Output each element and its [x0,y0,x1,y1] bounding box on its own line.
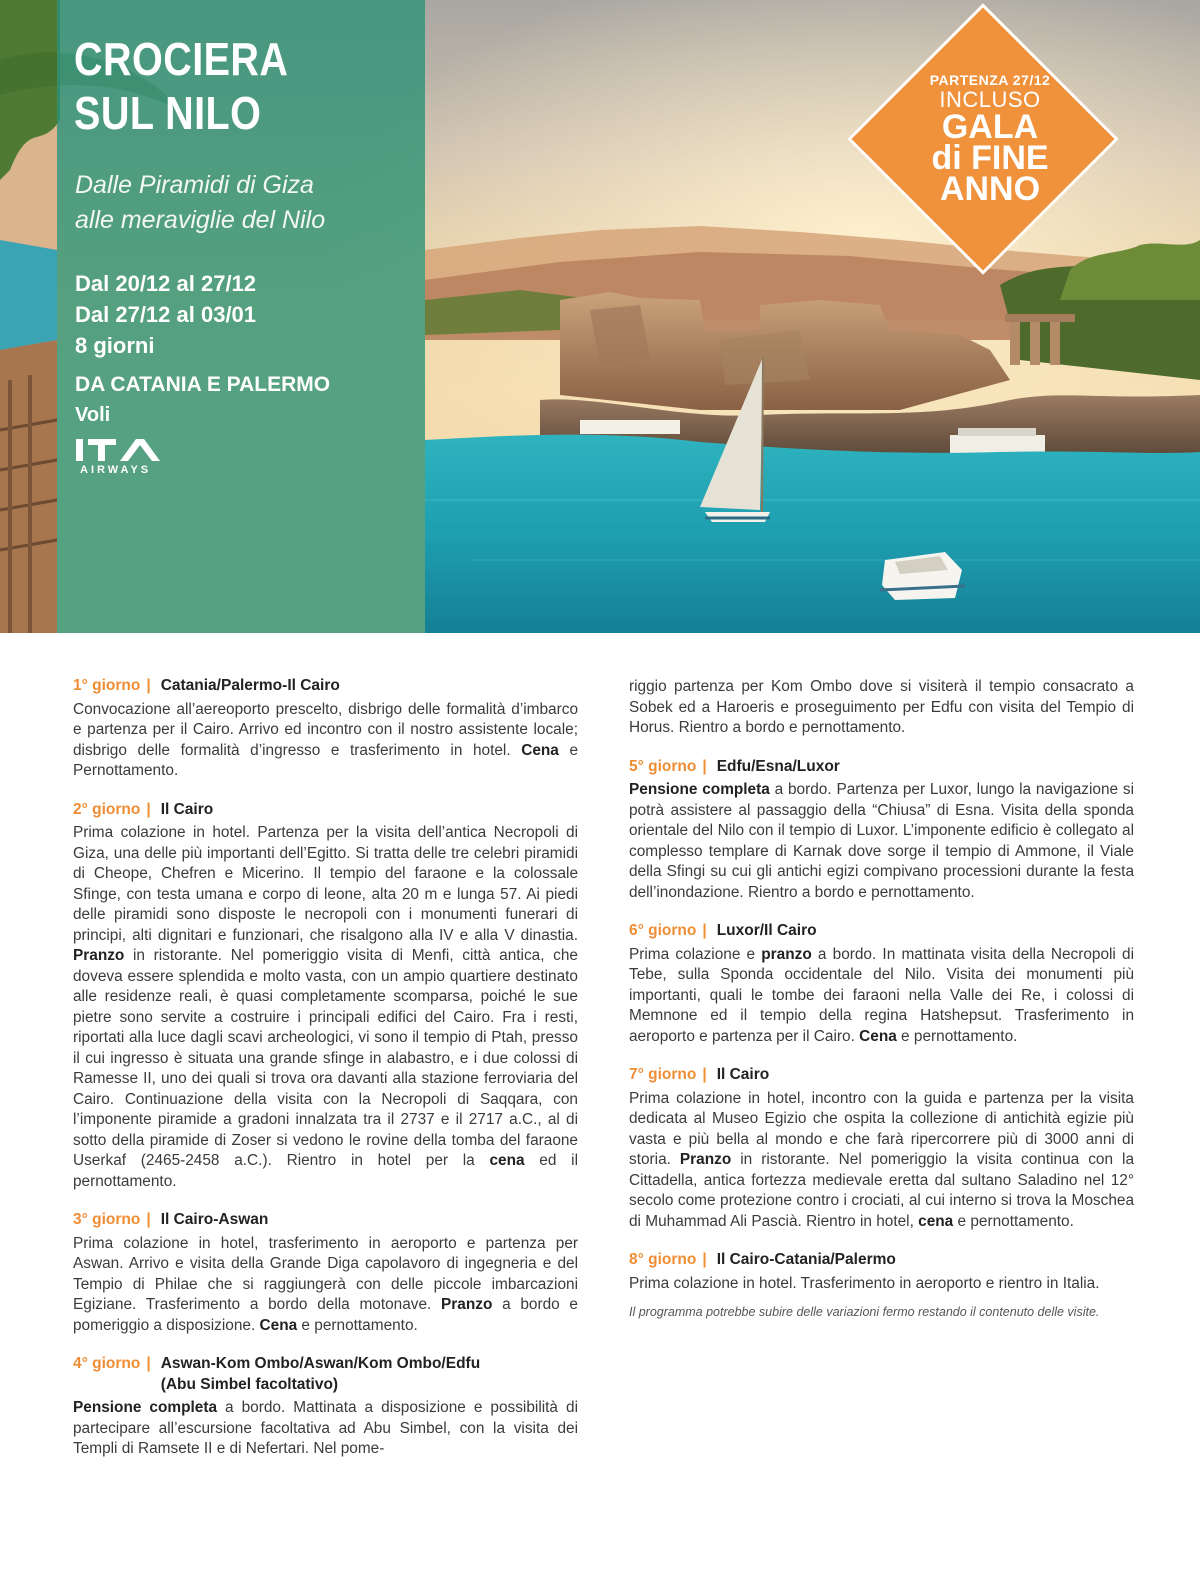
day-description: Prima colazione in hotel. Trasferimento in aeroporto e rientro in Italia. [629,1274,1100,1292]
day-section [73,676,578,782]
route-line: Il Cairo [716,1066,770,1083]
day-route [161,1354,480,1395]
route-line: (Abu Simbel facoltativo) [160,1375,339,1393]
day-number: 3° giorno [73,1211,141,1228]
page-title [74,32,288,140]
day-heading [629,1065,1134,1086]
day-heading [73,1354,578,1395]
ita-logo-mark [74,437,168,463]
badge-gala: ANNO [939,170,1041,208]
badge-departure: PARTENZA 27/12 [929,72,1051,88]
day-number: 5° giorno [629,757,697,775]
day-number: 8° giorno [629,1251,697,1268]
day-heading [73,800,578,821]
day-section [73,800,578,1193]
separator: | [146,800,151,818]
gala-badge [848,4,1118,274]
subtitle-line: alle meraviglie del Nilo [75,206,326,234]
itinerary-column-right [629,677,1134,1321]
separator: | [146,1211,151,1228]
day-heading [73,1210,578,1231]
day-number: 4° giorno [73,1355,141,1372]
date-line: Dal 27/12 al 03/01 [75,302,257,327]
day-route [161,1210,269,1231]
badge-gala: di FINE [931,139,1049,177]
flights-label: Voli [75,404,111,426]
subtitle [75,168,325,238]
subtitle-line: Dalle Piramidi di Giza [75,171,314,199]
day-number: 1° giorno [73,677,141,694]
day-heading [629,757,1134,778]
ita-airways-logo [74,437,168,479]
day-description: Convocazione all’aereoporto prescelto, disbrigo delle formalità d’imbarco e partenza per il Cairo. Arrivo ed incontro con il nostro assistente locale; disbrigo delle formalità d’ingresso e trasferimento in hotel. Cena e Pernottamento. [73,700,578,779]
date-line: Dal 20/12 al 27/12 [75,271,257,296]
route-line: Aswan-Kom Ombo/Aswan/Kom Ombo/Edfu [160,1355,481,1372]
day-number: 7° giorno [629,1066,697,1083]
separator: | [702,757,707,775]
duration: 8 giorni [75,333,155,358]
badge-text [848,72,1132,208]
route-line: Edfu/Esna/Luxor [716,757,840,775]
day-section [629,1250,1134,1294]
travel-dates [75,268,256,361]
separator: | [146,1355,151,1372]
day-description: Prima colazione in hotel, trasferimento in aeroporto e partenza per Aswan. Arrivo e visita della Grande Diga capolavoro di ingegneria e del Tempio di Philae che si raggiungerà con delle piccole imbarcazioni Egiziane. Trasferimento a bordo della motonave. Pranzo a bordo e pomeriggio a disposizione. Cena e pernottamento. [73,1234,578,1334]
day-heading [73,676,578,697]
disclaimer-note: Il programma potrebbe subire delle variazioni fermo restando il contenuto delle visite. [629,1305,1100,1319]
day-section [629,757,1134,904]
day-continuation: riggio partenza per Kom Ombo dove si visiterà il tempio consacrato a Sobek ed a Haroeris e proseguimento per Edfu con visita del Tempio di Horus. Rientro a bordo e pernottamento. [629,678,1134,736]
route-line: Catania/Palermo-Il Cairo [160,677,340,694]
day-section [629,921,1134,1047]
title-line: CROCIERA [74,33,289,85]
day-description: Prima colazione e pranzo a bordo. In mattinata visita della Necropoli di Tebe, sulla Sponda occidentale del Nilo. Visita dei monumenti più importanti, quali le tombe dei faraoni nella Valle dei Re, i colossi di Memnone ed il tempio della regina Hatshepsut. Trasferimento in aeroporto e partenza per il Cairo. Cena e pernottamento. [629,945,1134,1045]
route-line: Luxor/Il Cairo [716,922,817,939]
route-line: Il Cairo-Catania/Palermo [716,1251,896,1268]
title-line: SUL NILO [74,87,262,139]
badge-included: INCLUSO [939,87,1041,112]
day-number: 2° giorno [73,800,141,818]
day-description: Prima colazione in hotel. Partenza per la visita dell’antica Necropoli di Giza, una delle più importanti dell’Egitto. Si tratta delle tre celebri piramidi di Cheope, Chefren e Micerino. Il tempio del faraone e la colossale Sfinge, con testa umana e corpo di leone, alta 20 m e lunga 57. Ai piedi delle piramidi sono disposte le necropoli con i monumenti funerari di principi, alti dignitari e funzionari, che risalgono alla IV e alla V dinastia. Pranzo in ristorante. Nel pomeriggio visita di Menfi, città antica, che doveva essere splendida e molto vasta, con un ampio quartiere destinato alle residenze reali, è quasi completamente scomparsa, poiché le sue pietre sono servite a costruire i principali edifici del Cairo. Fra i resti, riportati alla luce dagli scavi archeologici, vi sono il tempio di Ptah, presso il cui ingresso è situata una grande sfinge in alabastro, e i due colossi di Ramesse II, uno dei quali si trova ora davanti alla stazione ferroviaria del Cairo. Continuazione della visita con la Necropoli di Saqqara, con l’imponente piramide a gradoni innalzata tra il 2737 e il 2717 a.C., al di sotto della piramide di Zoser si vedono le rovine della tomba del faraone Userkaf (2465-2458 a.C.). Rientro in hotel per la cena ed il pernottamento. [73,824,578,1190]
route-line: Il Cairo [160,800,214,818]
badge-gala: GALA [941,108,1039,146]
day-description: Pensione completa a bordo. Partenza per Luxor, lungo la navigazione si potrà assistere al passaggio della “Chiusa” di Esna. Visita della sponda orientale del Nilo con il tempio di Luxor. L’imponente edificio è collegato al complesso templare di Karnak dove sorge il tempio di Ammone, il Viale della Sfingi su cui gli antichi egizi compivano processioni durante la festa dell’inondazione. Rientro a bordo e pernottamento. [629,781,1134,901]
day-section [629,677,1134,739]
separator: | [702,922,707,939]
day-route [717,1065,770,1086]
separator: | [146,677,151,694]
day-route [717,1250,896,1271]
itinerary-column-left [73,676,578,1478]
route-line: Il Cairo-Aswan [160,1211,269,1228]
day-description: Pensione completa a bordo. Mattinata a disposizione e possibilità di partecipare all’escursione facoltativa ad Abu Simbel, con la visita dei Templi di Ramsete II e di Nefertari. Nel pome- [73,1399,578,1457]
day-number: 6° giorno [629,922,697,939]
day-route [161,676,340,697]
departure-cities: DA CATANIA E PALERMO [75,373,331,396]
separator: | [702,1251,707,1268]
day-route [717,921,817,942]
day-section [629,1065,1134,1232]
airline-name: AIRWAYS [80,464,152,476]
day-heading [629,1250,1134,1271]
day-section [73,1354,578,1460]
day-route [717,757,840,778]
day-route [161,800,214,821]
day-heading [629,921,1134,942]
day-section [73,1210,578,1336]
separator: | [702,1066,707,1083]
day-description: Prima colazione in hotel, incontro con la guida e partenza per la visita dedicata al Museo Egizio che ospita la collezione di antichità egizie più vasta e più bella al mondo e che farà ripercorrere più di 3000 anni di storia. Pranzo in ristorante. Nel pomeriggio la visita continua con la Cittadella, antica fortezza medievale eretta dal sultano Saladino nel 12° secolo come protezione contro i crociati, al cui interno si trova la Moschea di Muhammad Ali Pascià. Rientro in hotel, cena e pernottamento. [629,1089,1134,1230]
